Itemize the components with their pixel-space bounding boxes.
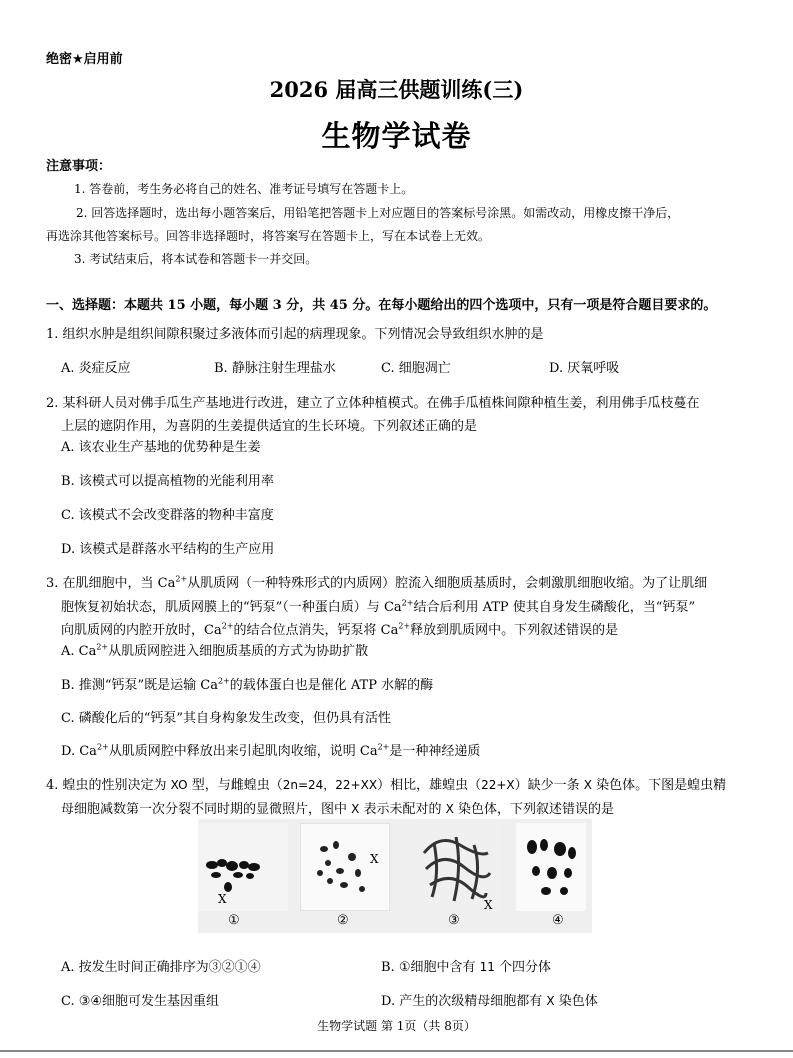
subject-title: 生物学试卷 bbox=[321, 119, 472, 153]
notice-item-3: 3. 考试结束后，将本试卷和答题卡一并交回。 bbox=[74, 252, 318, 266]
section-title: 一、选择题：本题共 15 小题，每小题 3 分，共 45 分。在每小题给出的四个选项中，只有一项是符合题目要求的。 bbox=[46, 298, 717, 313]
exam-title: 2026 届高三供题训练(三) bbox=[269, 77, 524, 102]
micrograph-figure bbox=[198, 819, 592, 933]
q2-option-a: A. 该农业生产基地的优势种是生姜 bbox=[61, 440, 261, 455]
panel-label-4: ④ bbox=[552, 913, 564, 928]
q2-option-c: C. 该模式不会改变群落的物种丰富度 bbox=[61, 508, 274, 523]
x-chromosome-label-1: X bbox=[218, 892, 227, 906]
question-3-line-3: 向肌质网的内腔开放时，$Ca^{2+}$的结合位点消失，钙泵将 $Ca^{2+}$释放到肌质网中。下列叙述错误的是 bbox=[61, 621, 619, 638]
q3-option-b: B. 推测“钙泵”既是运输 $Ca^{2+}$的载体蛋白也是催化 ATP 水解的酶 bbox=[61, 676, 434, 693]
bottom-divider bbox=[0, 1050, 793, 1052]
micrograph-panel-2 bbox=[300, 823, 390, 911]
q4-option-d: D. 产生的次级精母细胞都有 X 染色体 bbox=[381, 994, 598, 1009]
q1-option-c: C. 细胞凋亡 bbox=[381, 361, 451, 376]
question-4-line-1: 4. 蝗虫的性别决定为 XO 型，与雌蝗虫（2n=24，22+XX）相比，雄蝗虫（22+X）缺少一条 X 染色体。下图是蝗虫精 bbox=[46, 778, 727, 793]
panel-label-1: ① bbox=[228, 913, 240, 928]
q3-option-c: C. 磷酸化后的“钙泵”其自身构象发生改变，但仍具有活性 bbox=[61, 711, 392, 726]
micrograph-panel-3 bbox=[410, 823, 500, 911]
q4-option-b: B. ①细胞中含有 11 个四分体 bbox=[381, 960, 552, 975]
question-3-line-2: 胞恢复初始状态，肌质网膜上的“钙泵”（一种蛋白质）与 $Ca^{2+}$结合后利用 ATP 使其自身发生磷酸化，当“钙泵” bbox=[61, 598, 696, 615]
q4-option-a: A. 按发生时间正确排序为③②①④ bbox=[61, 960, 261, 975]
question-3-line-1: 3. 在肌细胞中，当 $Ca^{2+}$从肌质网（一种特殊形式的内质网）腔流入细胞质基质时，会刺激肌细胞收缩。为了让肌细 bbox=[46, 574, 708, 591]
notice-item-1: 1. 答卷前，考生务必将自己的姓名、准考证号填写在答题卡上。 bbox=[74, 182, 414, 196]
q2-option-d: D. 该模式是群落水平结构的生产应用 bbox=[61, 542, 275, 557]
q3-option-a: A. $Ca^{2+}$从肌质网腔进入细胞质基质的方式为协助扩散 bbox=[61, 642, 369, 659]
confidential-label: 绝密★启用前 bbox=[46, 52, 123, 67]
q2-option-b: B. 该模式可以提高植物的光能利用率 bbox=[61, 474, 274, 489]
page-footer: 生物学试题 第 1页（共 8页） bbox=[317, 1019, 476, 1033]
q1-option-d: D. 厌氧呼吸 bbox=[549, 361, 620, 376]
notice-item-2: 2. 回答选择题时，选出每小题答案后，用铅笔把答题卡上对应题目的答案标号涂黑。如需改动，用橡皮擦干净后， bbox=[76, 206, 680, 220]
q4-option-c: C. ③④细胞可发生基因重组 bbox=[61, 994, 220, 1009]
q3-option-d: D. $Ca^{2+}$从肌质网腔中释放出来引起肌肉收缩，说明 $Ca^{2+}$是一种神经递质 bbox=[61, 742, 481, 759]
panel-label-3: ③ bbox=[448, 913, 460, 928]
notice-heading: 注意事项： bbox=[46, 159, 112, 174]
panel-label-2: ② bbox=[337, 913, 349, 928]
question-1-stem: 1. 组织水肿是组织间隙积聚过多液体而引起的病理现象。下列情况会导致组织水肿的是 bbox=[46, 327, 544, 342]
question-4-line-2: 母细胞减数第一次分裂不同时期的显微照片，图中 X 表示未配对的 X 染色体，下列叙述错误的是 bbox=[61, 802, 615, 817]
micrograph-panel-4 bbox=[516, 823, 586, 911]
question-2-stem-cont: 上层的遮阴作用，为喜阴的生姜提供适宜的生长环境。下列叙述正确的是 bbox=[61, 419, 478, 434]
q1-option-a: A. 炎症反应 bbox=[61, 361, 131, 376]
micrograph-panel-1 bbox=[198, 823, 288, 911]
notice-item-2-cont: 再选涂其他答案标号。回答非选择题时，将答案写在答题卡上，写在本试卷上无效。 bbox=[46, 229, 491, 243]
x-chromosome-label-2: X bbox=[370, 852, 379, 866]
question-2-stem: 2. 某科研人员对佛手瓜生产基地进行改进，建立了立体种植模式。在佛手瓜植株间隙种植生姜，利用佛手瓜枝蔓在 bbox=[46, 396, 700, 411]
q1-option-b: B. 静脉注射生理盐水 bbox=[214, 361, 336, 376]
x-chromosome-label-3: X bbox=[484, 898, 493, 911]
